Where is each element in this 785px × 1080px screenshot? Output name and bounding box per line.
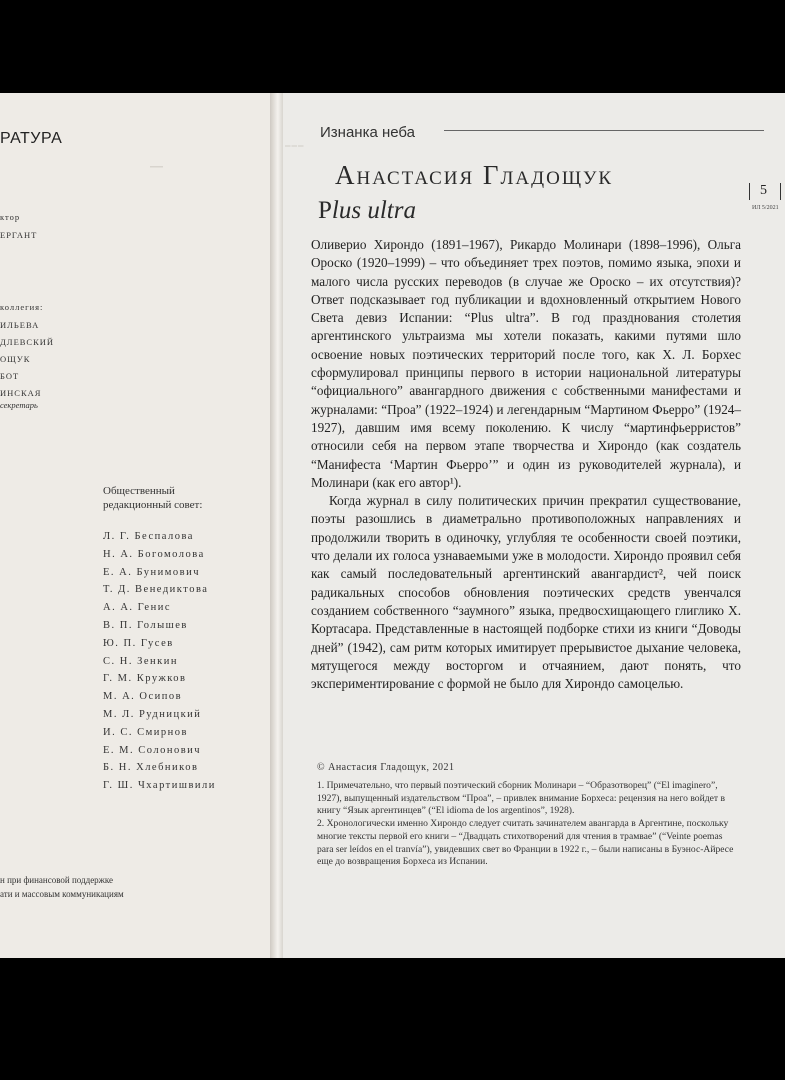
- support-line: ати и массовым коммуникациям: [0, 889, 124, 899]
- council-member: М. А. Осипов: [103, 691, 183, 703]
- council-member: М. Л. Рудницкий: [103, 708, 202, 720]
- staff-line: ИЛЬЕВА: [0, 320, 40, 330]
- article-body: [311, 236, 741, 693]
- journal-masthead: РАТУРА: [0, 130, 63, 147]
- staff-line: ИНСКАЯ: [0, 388, 42, 398]
- council-member: И. С. Смирнов: [103, 726, 188, 738]
- title-rest: lus ultra: [331, 197, 416, 224]
- council-member: А. А. Генис: [103, 602, 171, 614]
- page-number: 5: [760, 183, 767, 198]
- council-member: С. Н. Зенкин: [103, 655, 178, 667]
- left-page: [0, 93, 270, 958]
- council-member: Н. А. Богомолова: [103, 548, 205, 560]
- paragraph: Оливерио Хирондо (1891–1967), Рикардо Молинари (1898–1996), Ольга Ороско (1920–1999) – что объединяет трех поэтов, помимо языка, эпохи и малого числа русских переводов (в случае же Ороско – их отсутствия)? Ответ подсказывает год публикации и вдохновленный открытием Нового Света девиз Испании: “Plus ultra”. В год празднования столетия аргентинского ультраизма мы хотели показать, какими путями шло освоение новых поэтических территорий после того, как Х. Л. Борхес сформулировал принципы первого в истории национальной литературы “официального” авангардного движения с собственными манифестами и журналами: “Проа” (1922–1924) и легендарным “Мартином Фьерро” (1924–1927), давшим имя всему поколению. К числу “мартинфьерристов” относили себя на первом этапе творчества и Хирондо (как создатель “Манифеста ‘Мартин Фьерро’” и один из руководителей журнала), и Молинари (как его автор¹).: [311, 237, 741, 490]
- council-heading-line: редакционный совет:: [103, 499, 203, 511]
- support-note: [0, 873, 124, 901]
- show-through-text: ⎯⎯⎯: [285, 140, 305, 152]
- council-member: Б. Н. Хлебников: [103, 762, 199, 774]
- section-rubric: Изнанка неба: [320, 124, 416, 141]
- author-name: Анастасия Гладощук: [335, 160, 614, 190]
- staff-line: БОТ: [0, 371, 20, 381]
- council-member: Л. Г. Беспалова: [103, 531, 194, 542]
- staff-line: секретарь: [0, 400, 38, 410]
- support-line: н при финансовой поддержке: [0, 875, 114, 885]
- rubric-rule: [444, 130, 764, 131]
- staff-line: ЕРГАНТ: [0, 230, 38, 240]
- footnotes: [317, 780, 741, 869]
- footnote: 2. Хронологически именно Хирондо следует считать зачинателем авангарда в Аргентине, поскольку многие тексты первой его книги – “Двадцать стихотворений для чтения в трамвае” (“Veinte poemas para ser leídos en el tranvía”), увидевших свет во Франции в 1922 г., – были написаны в Буэнос-Айресе еще до возвращения Борхеса из Испании.: [317, 818, 734, 868]
- council-heading-line: Общественный: [103, 485, 175, 497]
- council-member: В. П. Голышев: [103, 619, 188, 631]
- article-title: [318, 197, 416, 225]
- council-member: Е. А. Бунимович: [103, 566, 201, 578]
- issue-label: ИЛ 5/2021: [752, 205, 779, 211]
- council-member: Ю. П. Гусев: [103, 637, 174, 649]
- show-through-text: ⎯: [150, 150, 164, 179]
- book-gutter: [270, 93, 283, 958]
- staff-line: ДЛЕВСКИЙ: [0, 337, 55, 347]
- council-member: Г. М. Кружков: [103, 673, 187, 685]
- council-heading: [103, 484, 202, 512]
- footnote: 1. Примечательно, что первый поэтический сборник Молинари – “Образотворец” (“El imaginero”, 1927), выпущенный издательством “Проа”, – привлек внимание Борхеса: рецензия на него войдет в книгу “Язык аргентинцев” (“El idioma de los argentinos”, 1928).: [317, 780, 725, 817]
- staff-line: ктор: [0, 212, 21, 222]
- title-initial: P: [318, 197, 332, 224]
- paragraph: Когда журнал в силу политических причин прекратил существование, поэты разошлись в диаметрально противоположных направлениях и продолжили творить в одиночку, углубляя те особенности своей поэтики, что делали их голоса узнаваемыми уже в молодости. Хирондо проявил себя как самый последовательный аргентинский авангардист², чей поиск радикальных способов обновления поэтических средств увенчался созданием собственного “заумного” языка, предвосхищающего глиглико Х. Кортасара. Представленные в настоящей подборке стихи из книги “Доводы дней” (1942), сам ритм которых имитирует прерывистое дыхание человека, мятущегося между восторгом и отчаянием, дают понять, что экспериментирование с формой не было для Хирондо самоцелью.: [311, 493, 741, 692]
- staff-line: коллегия:: [0, 302, 44, 312]
- council-list: [103, 528, 216, 795]
- copyright: © Анастасия Гладощук, 2021: [317, 762, 455, 773]
- council-member: Т. Д. Венедиктова: [103, 584, 209, 596]
- council-member: Е. М. Солонович: [103, 744, 202, 756]
- council-member: Г. Ш. Чхартишвили: [103, 780, 216, 792]
- staff-line: ОЩУК: [0, 354, 31, 364]
